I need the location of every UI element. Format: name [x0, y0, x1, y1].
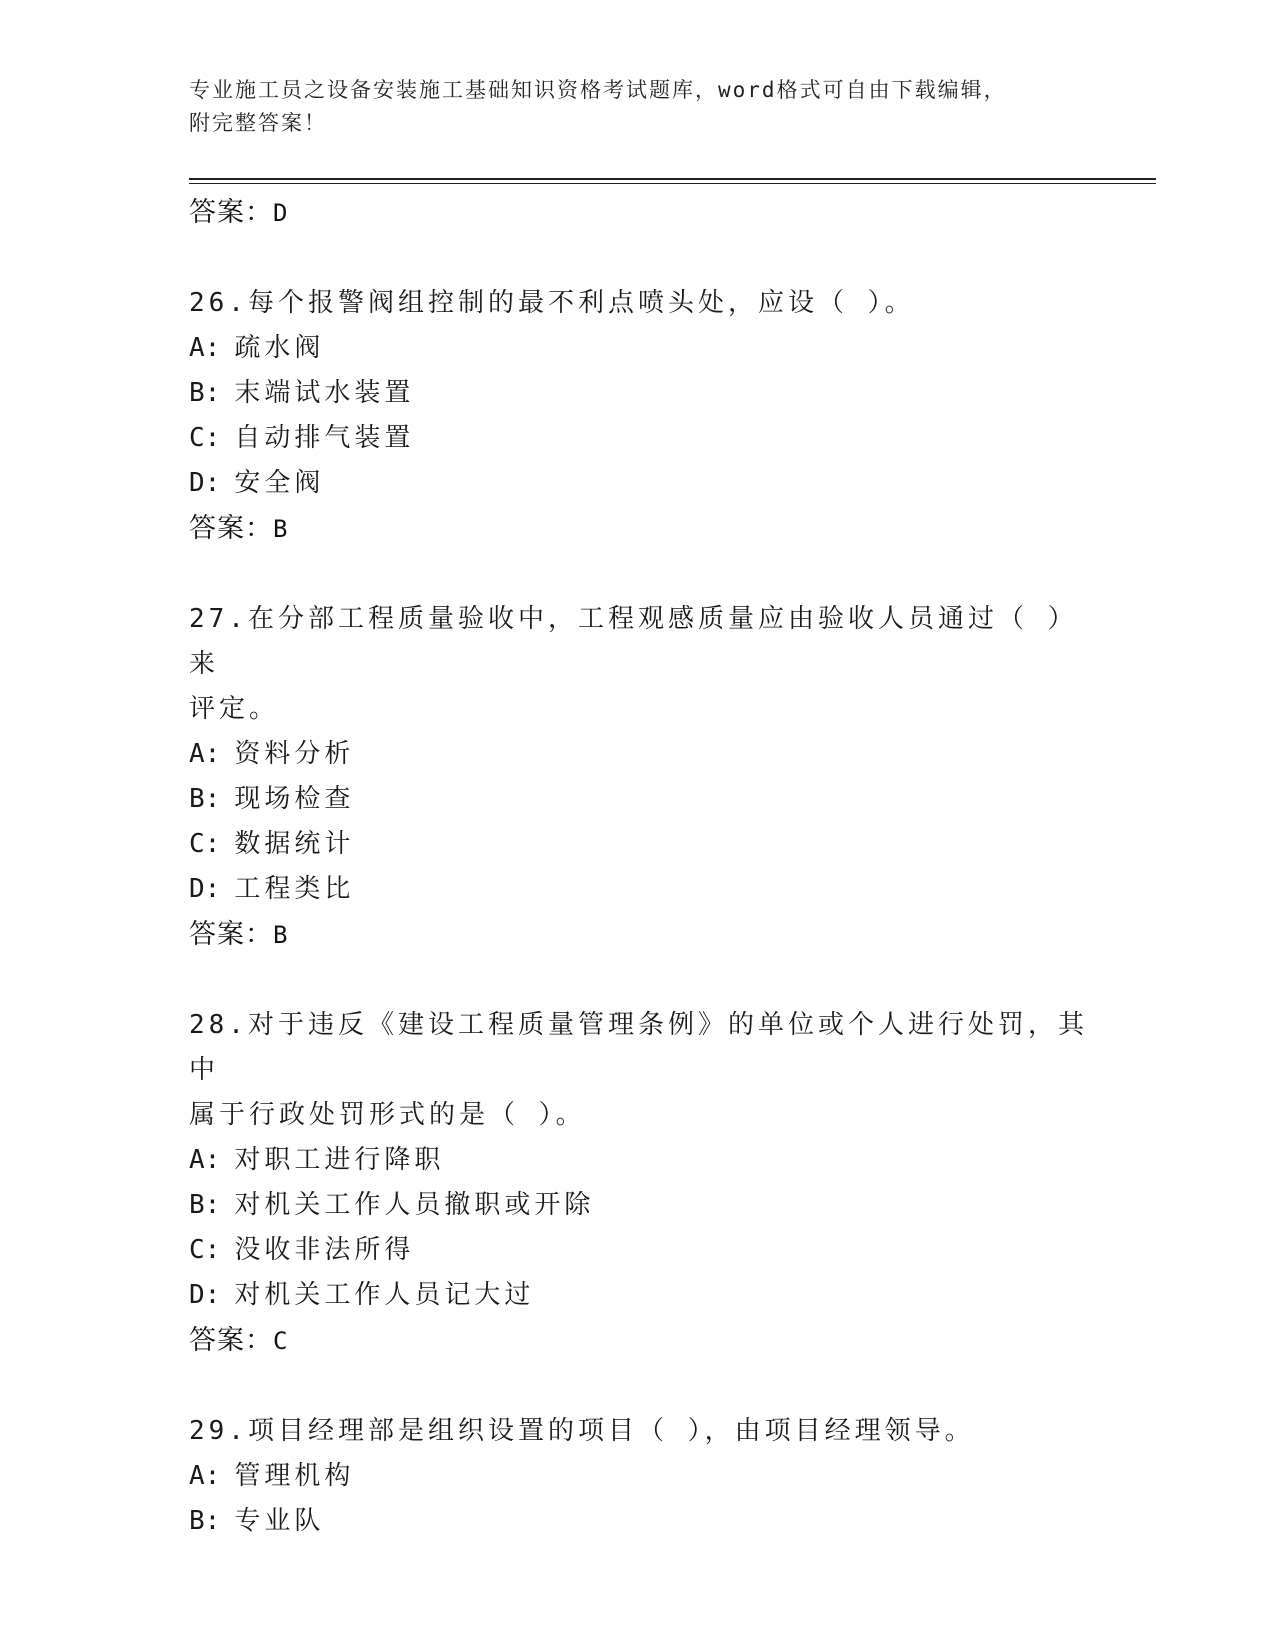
header-line-1: 专业施工员之设备安装施工基础知识资格考试题库，word格式可自由下载编辑，: [189, 78, 1007, 102]
option-c: [189, 416, 1089, 461]
spacer: [189, 1363, 1089, 1409]
option-letter: B:: [189, 784, 221, 814]
option-letter: C:: [189, 1235, 221, 1265]
question-stem: [189, 597, 1089, 687]
question-block-28: [189, 1003, 1089, 1363]
option-b: [189, 1499, 1089, 1544]
option-text: 对职工进行降职: [234, 1145, 445, 1175]
option-a: [189, 732, 1089, 777]
option-letter: A:: [189, 1145, 221, 1175]
option-text: 专业队: [234, 1506, 325, 1536]
question-block-29: [189, 1409, 1089, 1544]
spacer: [189, 235, 1089, 281]
question-block-27: [189, 597, 1089, 957]
option-letter: C:: [189, 829, 221, 859]
spacer: [189, 957, 1089, 1003]
header-divider-thick: [189, 178, 1156, 180]
header-line-2: 附完整答案！: [189, 111, 327, 135]
question-stem: [189, 1003, 1089, 1093]
option-text: 现场检查: [234, 784, 355, 814]
answer-label: 答案：: [189, 197, 273, 228]
option-text: 安全阀: [234, 468, 325, 498]
answer-value: C: [273, 1327, 289, 1355]
question-text: 项目经理部是组织设置的项目（ ），由项目经理领导。: [247, 1416, 975, 1446]
option-letter: B:: [189, 1506, 221, 1536]
answer-value: B: [273, 515, 289, 543]
option-text: 数据统计: [234, 829, 355, 859]
option-text: 资料分析: [234, 739, 355, 769]
option-text: 没收非法所得: [234, 1235, 415, 1265]
option-a: [189, 1454, 1089, 1499]
option-text: 末端试水装置: [234, 378, 415, 408]
answer-line: [189, 506, 1089, 551]
option-letter: A:: [189, 1461, 221, 1491]
answer-line: [189, 190, 1089, 235]
answer-value: D: [273, 199, 289, 227]
option-a: [189, 1138, 1089, 1183]
question-number: 29.: [189, 1416, 248, 1446]
option-c: [189, 1228, 1089, 1273]
question-number: 26.: [189, 288, 248, 318]
option-c: [189, 822, 1089, 867]
option-text: 工程类比: [234, 874, 355, 904]
answer-label: 答案：: [189, 513, 273, 544]
question-number: 27.: [189, 604, 248, 634]
option-text: 自动排气装置: [234, 423, 415, 453]
answer-line: [189, 912, 1089, 957]
header-divider-thin: [189, 183, 1156, 184]
question-text: 每个报警阀组控制的最不利点喷头处，应设（ ）。: [247, 288, 915, 318]
option-letter: D:: [189, 874, 221, 904]
option-b: [189, 371, 1089, 416]
answer-label: 答案：: [189, 919, 273, 950]
option-d: [189, 461, 1089, 506]
option-b: [189, 1183, 1089, 1228]
answer-line: [189, 1318, 1089, 1363]
question-block-26: [189, 281, 1089, 551]
option-letter: D:: [189, 1280, 221, 1310]
option-b: [189, 777, 1089, 822]
question-stem-continued: 属于行政处罚形式的是（ ）。: [189, 1100, 586, 1130]
option-text: 管理机构: [234, 1461, 355, 1491]
option-letter: A:: [189, 739, 221, 769]
question-text: 对于违反《建设工程质量管理条例》的单位或个人进行处罚，其中: [189, 1010, 1088, 1085]
question-stem: [189, 281, 1089, 326]
question-stem: [189, 1409, 1089, 1454]
option-text: 对机关工作人员撤职或开除: [234, 1190, 595, 1220]
option-text: 对机关工作人员记大过: [234, 1280, 535, 1310]
answer-value: B: [273, 921, 289, 949]
question-text: 在分部工程质量验收中，工程观感质量应由验收人员通过（ ）来: [189, 604, 1078, 679]
option-letter: A:: [189, 333, 221, 363]
spacer: [189, 551, 1089, 597]
answer-label: 答案：: [189, 1325, 273, 1356]
question-list: [189, 190, 1089, 1544]
option-letter: B:: [189, 1190, 221, 1220]
question-stem-continued: 评定。: [189, 694, 280, 724]
option-a: [189, 326, 1089, 371]
option-letter: C:: [189, 423, 221, 453]
option-text: 疏水阀: [234, 333, 325, 363]
option-letter: D:: [189, 468, 221, 498]
option-letter: B:: [189, 378, 221, 408]
option-d: [189, 867, 1089, 912]
page-header: [189, 74, 1089, 140]
question-number: 28.: [189, 1010, 248, 1040]
option-d: [189, 1273, 1089, 1318]
